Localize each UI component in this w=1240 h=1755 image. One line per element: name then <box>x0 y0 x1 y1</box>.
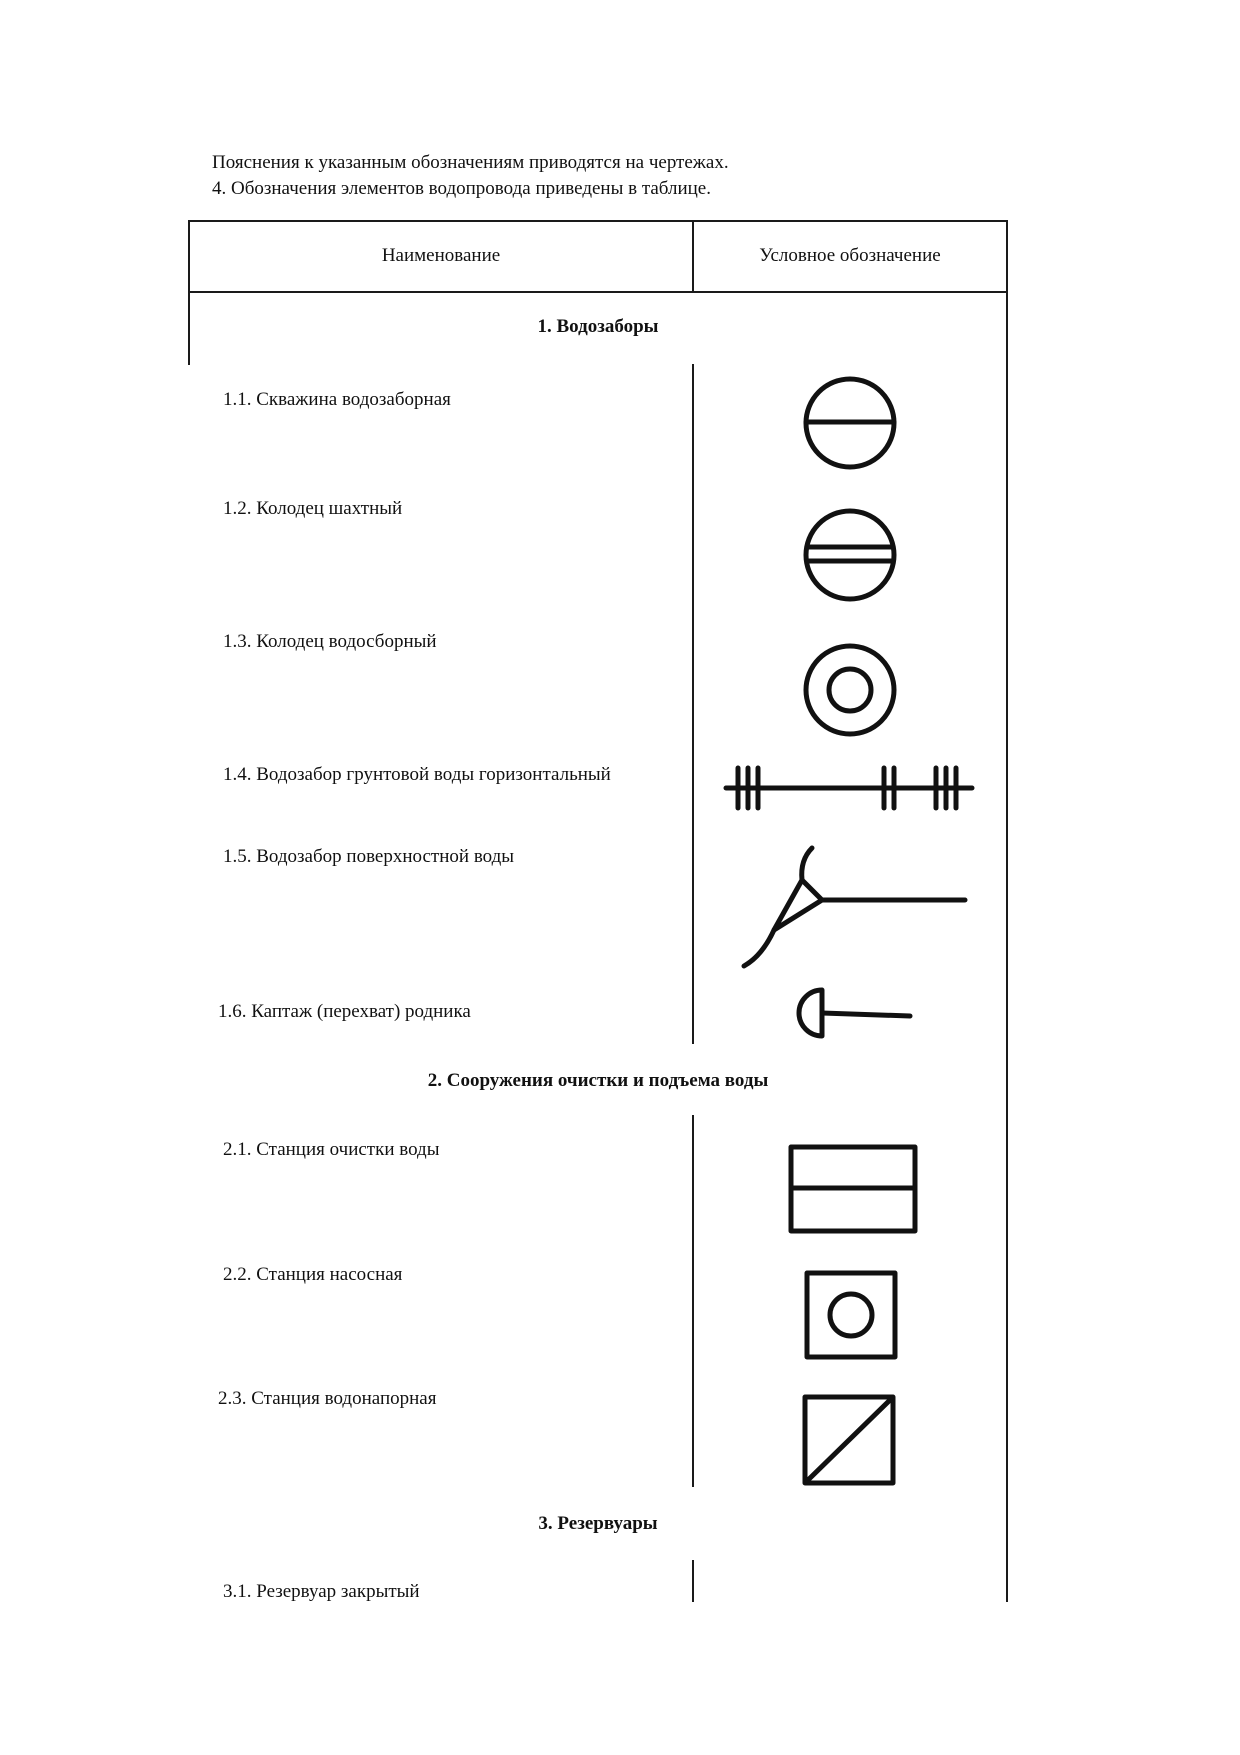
intro-line-2: 4. Обозначения элементов водопровода приведены в таблице. <box>212 178 711 199</box>
table-left-border <box>188 220 190 365</box>
row-label-1-3: 1.3. Колодец водосборный <box>223 631 437 652</box>
intro-line-1: Пояснения к указанным обозначениям приводятся на чертежах. <box>212 152 729 173</box>
row-label-1-6: 1.6. Каптаж (перехват) родника <box>218 1001 471 1022</box>
square-with-diagonal-icon <box>802 1394 898 1486</box>
section-title-1: 1. Водозаборы <box>537 316 659 337</box>
table-top-border <box>188 220 1008 222</box>
row-label-3-1: 3.1. Резервуар закрытый <box>223 1581 420 1602</box>
row-label-1-4: 1.4. Водозабор грунтовой воды горизонтальный <box>223 764 611 785</box>
row-label-1-1: 1.1. Скважина водозаборная <box>223 389 451 410</box>
circle-with-horizontal-line-icon <box>800 376 900 476</box>
hatched-line-icon <box>724 766 974 810</box>
table-right-border <box>1006 220 1008 1602</box>
surface-intake-icon <box>740 846 970 976</box>
circle-with-double-horizontal-line-icon <box>800 507 900 607</box>
header-name: Наименование <box>381 245 501 266</box>
column-divider-section-1 <box>692 364 694 1044</box>
row-label-1-2: 1.2. Колодец шахтный <box>223 498 403 519</box>
row-label-2-1: 2.1. Станция очистки воды <box>223 1139 440 1160</box>
square-with-circle-icon <box>804 1270 900 1360</box>
row-label-2-2: 2.2. Станция насосная <box>223 1264 403 1285</box>
table-header-bottom-border <box>188 291 1008 293</box>
row-label-2-3: 2.3. Станция водонапорная <box>218 1388 437 1409</box>
section-title-2: 2. Сооружения очистки и подъема воды <box>427 1070 769 1091</box>
half-circle-with-line-icon <box>796 984 916 1044</box>
column-divider-section-2 <box>692 1115 694 1487</box>
concentric-circles-icon <box>800 642 900 742</box>
row-label-1-5: 1.5. Водозабор поверхностной воды <box>223 846 515 867</box>
column-divider-section-3 <box>692 1560 694 1602</box>
rectangle-with-divider-icon <box>788 1144 918 1234</box>
section-title-3: 3. Резервуары <box>538 1513 658 1534</box>
header-symbol: Условное обозначение <box>759 245 941 266</box>
